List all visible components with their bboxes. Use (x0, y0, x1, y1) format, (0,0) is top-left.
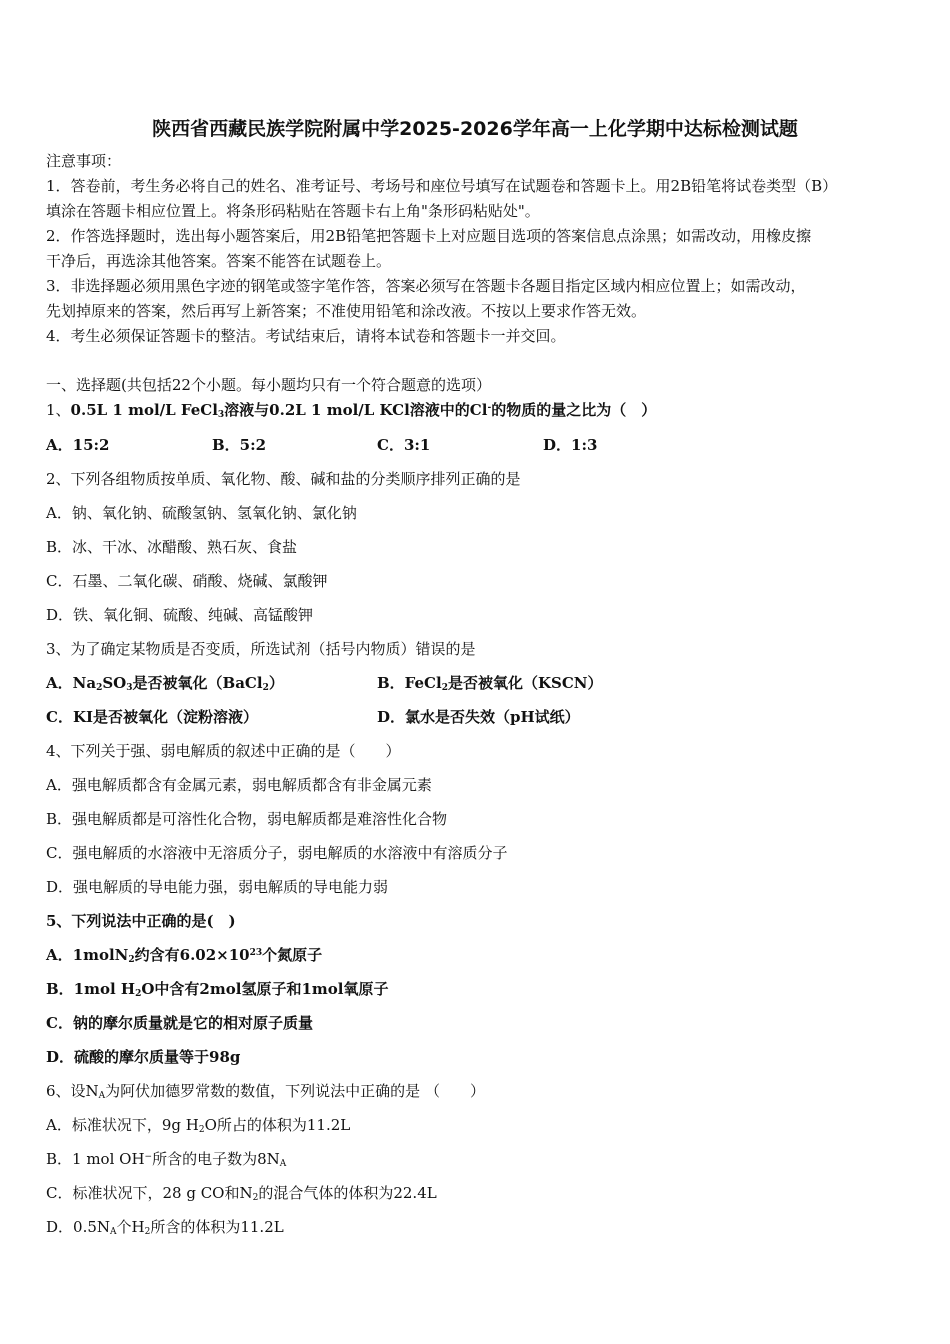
question-2-option-b: B．冰、干冰、冰醋酸、熟石灰、食盐 (46, 538, 298, 556)
option-d: D．1:3 (543, 436, 598, 454)
question-5-option-d: D．硫酸的摩尔质量等于98g (46, 1048, 241, 1066)
question-6-option-c: C．标准状况下，28 g CO和$N_2$的混合气体的体积为22.4L (46, 1184, 437, 1203)
option-c: C．3:1 (377, 436, 431, 454)
notice-heading: 注意事项： (46, 152, 122, 170)
question-2-option-d: D．铁、氧化铜、硫酸、纯碱、高锰酸钾 (46, 606, 314, 624)
question-2-stem: 2、下列各组物质按单质、氧化物、酸、碱和盐的分类顺序排列正确的是 (46, 470, 521, 488)
question-3-stem: 3、为了确定某物质是否变质，所选试剂（括号内物质）错误的是 (46, 640, 476, 658)
question-5-option-a: A．1molN$_2$约含有$6.02\times 10^{23}$个氮原子 (46, 946, 323, 965)
question-6-option-a: A．标准状况下，9g $H_2O$所占的体积为11.2L (46, 1116, 351, 1135)
question-5-option-b: B．1mol $H_2O$中含有2mol氢原子和1mol氧原子 (46, 980, 389, 999)
question-4-option-c: C．强电解质的水溶液中无溶质分子，弱电解质的水溶液中有溶质分子 (46, 844, 508, 862)
option-d: D．氯水是否失效（pH试纸） (377, 708, 580, 726)
notice-line: 4．考生必须保证答题卡的整洁。考试结束后，请将本试卷和答题卡一并交回。 (46, 327, 566, 345)
section-heading: 一、选择题(共包括22个小题。每小题均只有一个符合题意的选项） (46, 376, 491, 394)
notice-line: 干净后，再选涂其他答案。答案不能答在试题卷上。 (46, 252, 392, 270)
option-a: A．$Na_2SO_3$是否被氧化（BaCl$_2$） (46, 674, 284, 693)
question-5-stem: 5、下列说法中正确的是( ) (46, 912, 236, 930)
question-2-option-c: C．石墨、二氧化碳、硝酸、烧碱、氯酸钾 (46, 572, 328, 590)
option-b: B．5:2 (212, 436, 267, 454)
question-5-option-c: C．钠的摩尔质量就是它的相对原子质量 (46, 1014, 313, 1032)
exam-title: 陕西省西藏民族学院附属中学2025-2026学年高一上化学期中达标检测试题 (152, 118, 798, 140)
question-1-stem: 1、0.5L 1 mol/L FeCl$_3$溶液与0.2L 1 mol/L KCl溶液中的Cl-的物质的量之比为（ ） (46, 401, 657, 420)
question-4-option-d: D．强电解质的导电能力强，弱电解质的导电能力弱 (46, 878, 389, 896)
question-6-stem: 6、设$N_A$为阿伏加德罗常数的数值，下列说法中正确的是 （ ） (46, 1082, 485, 1101)
option-b: B．FeCl$_2$是否被氧化（KSCN） (377, 674, 603, 693)
notice-line: 1．答卷前，考生务必将自己的姓名、准考证号、考场号和座位号填写在试题卷和答题卡上。用2B铅笔将试卷类型（B） (46, 177, 838, 195)
question-4-option-a: A．强电解质都含有金属元素，弱电解质都含有非金属元素 (46, 776, 432, 794)
notice-line: 填涂在答题卡相应位置上。将条形码粘贴在答题卡右上角"条形码粘贴处"。 (46, 202, 540, 220)
question-2-option-a: A．钠、氧化钠、硫酸氢钠、氢氧化钠、氯化钠 (46, 504, 357, 522)
question-4-option-b: B．强电解质都是可溶性化合物，弱电解质都是难溶性化合物 (46, 810, 448, 828)
question-6-option-d: D．$0.5N_A$个$H_2$所含的体积为11.2L (46, 1218, 284, 1237)
option-c: C．KI是否被氧化（淀粉溶液） (46, 708, 258, 726)
question-4-stem: 4、下列关于强、弱电解质的叙述中正确的是（ ） (46, 742, 401, 760)
notice-line: 2．作答选择题时，选出每小题答案后，用2B铅笔把答题卡上对应题目选项的答案信息点涂黑；如需改动，用橡皮擦 (46, 227, 812, 245)
notice-line: 3．非选择题必须用黑色字迹的钢笔或签字笔作答，答案必须写在答题卡各题目指定区域内相应位置上；如需改动， (46, 277, 806, 295)
option-a: A．15:2 (46, 436, 110, 454)
notice-line: 先划掉原来的答案，然后再写上新答案；不准使用铅笔和涂改液。不按以上要求作答无效。 (46, 302, 647, 320)
question-6-option-b: B．1 mol OH−所含的电子数为$8N_A$ (46, 1150, 287, 1169)
